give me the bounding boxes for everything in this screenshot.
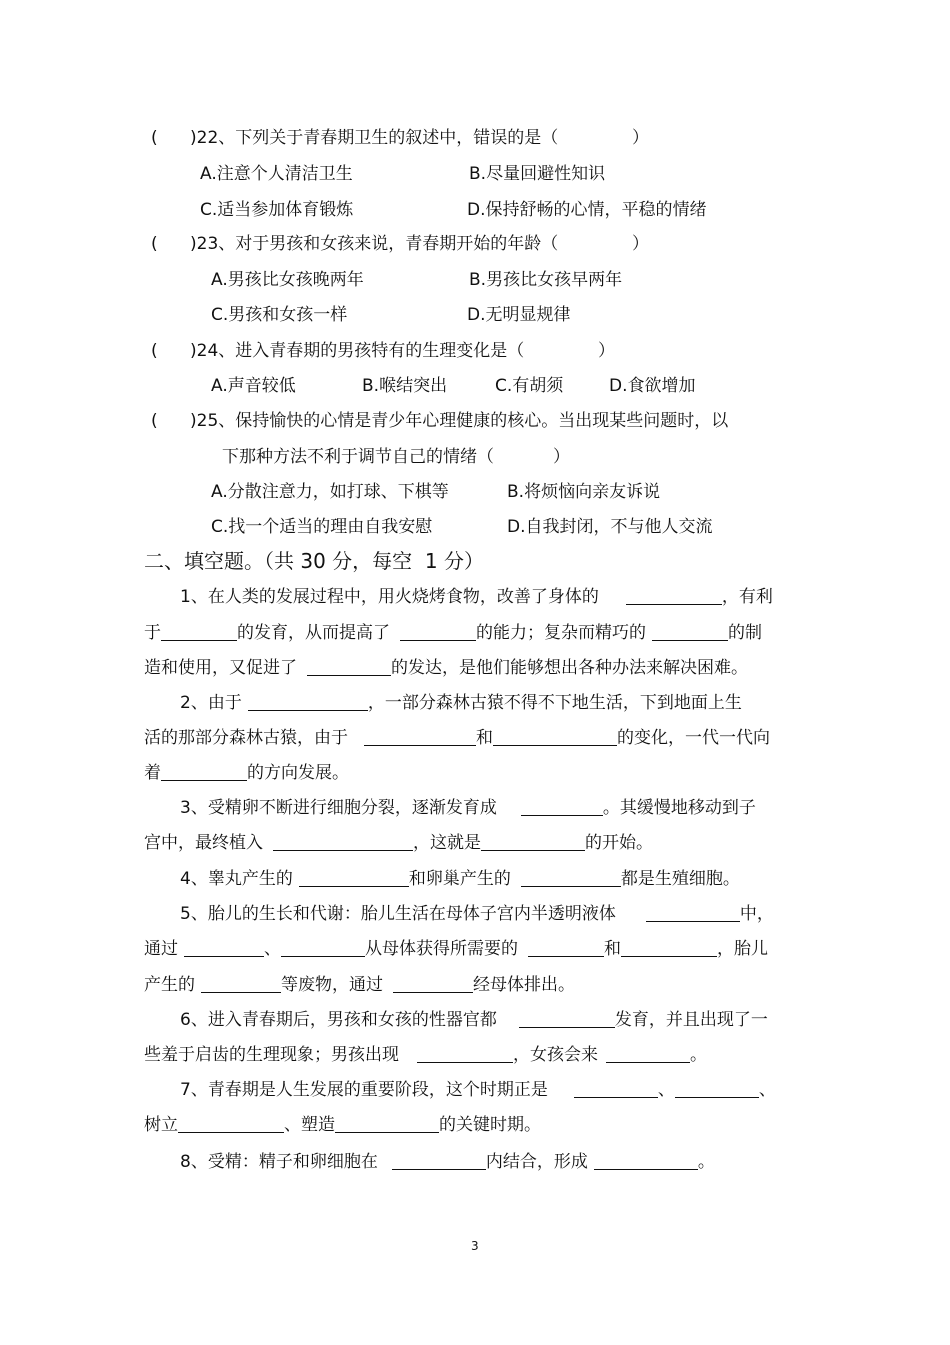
option-a: A.男孩比女孩晚两年 <box>211 270 364 290</box>
answer-blank[interactable] <box>281 940 365 957</box>
answer-blank[interactable] <box>417 1046 513 1063</box>
option-c: C.男孩和女孩一样 <box>211 305 348 325</box>
option-d: D.自我封闭，不与他人交流 <box>507 517 713 537</box>
question-close-bracket: ） <box>553 447 570 467</box>
answer-blank[interactable] <box>161 764 247 781</box>
question-25-stem-cont: 下那种方法不利于调节自己的情绪（ <box>222 447 494 467</box>
answer-bracket: ( <box>151 341 158 361</box>
answer-blank[interactable] <box>521 799 603 816</box>
answer-blank[interactable] <box>307 659 391 676</box>
fill-question-5-line2: 通过 、 从母体获得所需要的 和 ，胎儿 <box>144 939 768 959</box>
answer-blank[interactable] <box>675 1081 759 1098</box>
question-close-bracket: ） <box>632 234 649 254</box>
section-title: 二、填空题。（共 30 分，每空 1 分） <box>144 549 484 573</box>
question-22-stem: )22、下列关于青春期卫生的叙述中，错误的是（ <box>190 128 559 148</box>
option-d: D.无明显规律 <box>467 305 571 325</box>
answer-blank[interactable] <box>299 870 409 887</box>
answer-blank[interactable] <box>248 694 368 711</box>
option-a: A.声音较低 <box>211 376 296 396</box>
option-c: C.找一个适当的理由自我安慰 <box>211 517 433 537</box>
fill-question-4: 4、睾丸产生的 和卵巢产生的 都是生殖细胞。 <box>180 869 740 889</box>
answer-blank[interactable] <box>493 729 617 746</box>
question-close-bracket: ） <box>632 128 649 148</box>
fill-question-6-line1: 6、进入青春期后，男孩和女孩的性器官都 发育，并且出现了一 <box>180 1010 768 1030</box>
fill-question-1-line1: 1、在人类的发展过程中，用火烧烤食物，改善了身体的 ，有利 <box>180 587 773 607</box>
answer-blank[interactable] <box>652 624 728 641</box>
answer-bracket: ( <box>151 234 158 254</box>
answer-blank[interactable] <box>594 1153 698 1170</box>
option-c: C.有胡须 <box>495 376 564 396</box>
option-d: D.保持舒畅的心情，平稳的情绪 <box>467 200 707 220</box>
fill-question-5-line1: 5、胎儿的生长和代谢：胎儿生活在母体子宫内半透明液体 中， <box>180 904 774 924</box>
fill-question-1-line3: 造和使用，又促进了 的发达，是他们能够想出各种办法来解决困难。 <box>144 658 748 678</box>
fill-question-3-line1: 3、受精卵不断进行细胞分裂，逐渐发育成 。其缓慢地移动到子 <box>180 798 756 818</box>
fill-question-2-line2: 活的那部分森林古猿，由于 和 的变化，一代一代向 <box>144 728 770 748</box>
answer-blank[interactable] <box>335 1116 439 1133</box>
answer-blank[interactable] <box>400 624 476 641</box>
option-b: B.喉结突出 <box>362 376 448 396</box>
fill-question-7-line2: 树立 、塑造 的关键时期。 <box>144 1115 541 1135</box>
fill-question-8: 8、受精：精子和卵细胞在 内结合，形成 。 <box>180 1152 715 1172</box>
answer-blank[interactable] <box>528 940 604 957</box>
question-25-stem: )25、保持愉快的心情是青少年心理健康的核心。当出现某些问题时，以 <box>190 411 729 431</box>
answer-blank[interactable] <box>184 940 264 957</box>
option-b: B.男孩比女孩早两年 <box>469 270 623 290</box>
question-close-bracket: ） <box>598 341 615 361</box>
fill-question-3-line2: 宫中，最终植入 ，这就是 的开始。 <box>144 833 653 853</box>
fill-question-2-line1: 2、由于 ，一部分森林古猿不得不下地生活，下到地面上生 <box>180 693 742 713</box>
fill-question-6-line2: 些羞于启齿的生理现象；男孩出现 ，女孩会来 。 <box>144 1045 707 1065</box>
answer-blank[interactable] <box>393 976 473 993</box>
answer-blank[interactable] <box>481 834 585 851</box>
option-b: B.将烦恼向亲友诉说 <box>507 482 661 502</box>
answer-bracket: ( <box>151 128 158 148</box>
fill-question-2-line3: 着 的方向发展。 <box>144 763 349 783</box>
answer-blank[interactable] <box>606 1046 690 1063</box>
answer-bracket: ( <box>151 411 158 431</box>
fill-question-7-line1: 7、青春期是人生发展的重要阶段，这个时期正是 、 、 <box>180 1080 776 1100</box>
answer-blank[interactable] <box>574 1081 658 1098</box>
option-d: D.食欲增加 <box>609 376 696 396</box>
answer-blank[interactable] <box>392 1153 486 1170</box>
answer-blank[interactable] <box>621 940 717 957</box>
answer-blank[interactable] <box>178 1116 284 1133</box>
answer-blank[interactable] <box>521 870 621 887</box>
page-number: 3 <box>471 1239 479 1253</box>
option-a: A.注意个人清洁卫生 <box>200 164 353 184</box>
answer-blank[interactable] <box>519 1011 615 1028</box>
option-b: B.尽量回避性知识 <box>469 164 606 184</box>
fill-question-5-line3: 产生的 等废物，通过 经母体排出。 <box>144 975 575 995</box>
answer-blank[interactable] <box>364 729 476 746</box>
answer-blank[interactable] <box>161 624 237 641</box>
fill-question-1-line2: 于 的发育，从而提高了 的能力；复杂而精巧的 的制 <box>144 623 762 643</box>
option-a: A.分散注意力，如打球、下棋等 <box>211 482 449 502</box>
option-c: C.适当参加体育锻炼 <box>200 200 354 220</box>
answer-blank[interactable] <box>626 588 722 605</box>
question-23-stem: )23、对于男孩和女孩来说，青春期开始的年龄（ <box>190 234 559 254</box>
question-24-stem: )24、进入青春期的男孩特有的生理变化是（ <box>190 341 525 361</box>
answer-blank[interactable] <box>273 834 413 851</box>
answer-blank[interactable] <box>201 976 281 993</box>
answer-blank[interactable] <box>646 905 740 922</box>
